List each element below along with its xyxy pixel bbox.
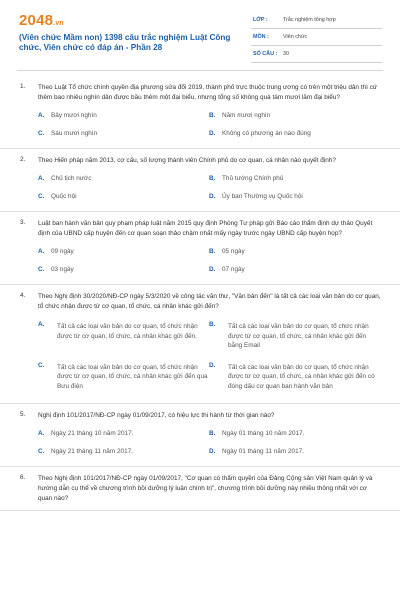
option-letter: B. (209, 430, 216, 437)
meta-value: 30 (283, 51, 289, 57)
answer-option-b[interactable] (209, 107, 380, 125)
meta-label: MÔN : (253, 34, 269, 40)
meta-label: LỚP : (253, 17, 268, 23)
option-text: Chủ tịch nước (51, 175, 92, 182)
option-text: Bảy mươi nghìn (51, 112, 97, 119)
answer-option-c[interactable] (38, 443, 209, 461)
option-text: Tất cả các loại văn bản do cơ quan, tổ chức nhận được từ cơ quan, tổ chức, cá nhân khác gửi đến. (57, 323, 198, 340)
question-number: 2. (20, 156, 26, 163)
question-text: Theo Hiến pháp năm 2013, cơ cấu, số lượng thành viên Chính phủ do cơ quan, cá nhân nào quyết định? (38, 157, 336, 164)
option-letter: A. (38, 321, 45, 328)
answer-option-d[interactable] (209, 357, 380, 398)
option-text: Quốc hội (51, 192, 77, 200)
site-logo[interactable] (19, 12, 64, 29)
answer-option-a[interactable] (38, 316, 209, 357)
option-text: Ngày 01 tháng 10 năm 2017. (222, 430, 305, 437)
question-list (0, 76, 400, 511)
option-letter: D. (209, 361, 216, 369)
question-number: 6. (20, 474, 26, 481)
meta-value: Trắc nghiệm tổng hợp (283, 17, 336, 23)
option-text: Tất cả các loại văn bản do cơ quan, tổ chức nhận được từ cơ quan, tổ chức, cá nhân khác gửi đến qua Bưu điện (57, 363, 208, 390)
meta-table (251, 12, 382, 63)
answer-option-b[interactable] (209, 316, 380, 357)
meta-row-subject (251, 29, 382, 46)
option-letter: B. (209, 321, 216, 328)
logo-suffix: .vn (53, 20, 64, 27)
answer-option-d[interactable] (209, 188, 380, 206)
answer-option-a[interactable] (38, 243, 209, 261)
option-letter: B. (209, 175, 216, 182)
option-text: Ngày 01 tháng 11 năm 2017. (222, 447, 304, 455)
option-text: Ngày 21 tháng 11 năm 2017. (51, 447, 133, 455)
question-4 (0, 285, 400, 404)
document-header (0, 0, 400, 68)
question-text: Theo Luật Tổ chức chính quyền địa phương sửa đổi 2019, thành phố trực thuộc trung ương có trên một triệu dân thì cứ thêm bao nhiêu nghìn dân được bầu thêm một đại biểu, nhưng tổng số không quá tám mươi lăm đại biểu? (38, 84, 378, 101)
option-letter: B. (209, 248, 216, 255)
answer-options (38, 107, 383, 142)
answer-options (38, 243, 383, 278)
document-title: (Viên chức Mầm non) 1398 câu trắc nghiệm Luật Công chức, Viên chức có đáp án - Phần 28 (19, 33, 231, 52)
option-text: Tất cả các loại văn bản do cơ quan, tổ chức nhận được từ cơ quan, tổ chức, cá nhân khác gửi đến có đóng dấu cơ quan ban hành văn bản (228, 363, 375, 390)
meta-label: SỐ CÂU : (253, 51, 278, 57)
answer-option-d[interactable] (209, 125, 380, 143)
question-text: Theo Nghị định 101/2017/NĐ-CP ngày 01/09/2017, "Cơ quan có thẩm quyền của Đảng Cộng sản Việt Nam quản lý và hướng dẫn cụ thể về chương trình bồi dưỡng lý luận chính trị", chương trình bồi dưỡng này nhiều thông nhất với cơ quan nào? (38, 475, 373, 502)
option-text: 05 ngày (222, 248, 245, 255)
option-letter: C. (38, 265, 45, 273)
answer-option-d[interactable] (209, 443, 380, 461)
question-text: Luật ban hành văn bản quy phạm pháp luật năm 2015 quy định Phòng Tư pháp gửi Báo cáo thẩm định dự thảo Quyết định của UBND cấp huyện đến cơ quan soạn thảo chậm nhất mấy ngày trước ngày UBND cấp huyện họp? (38, 220, 373, 237)
option-letter: A. (38, 112, 45, 119)
answer-option-a[interactable] (38, 170, 209, 188)
question-text: Theo Nghị định 30/2020/NĐ-CP ngày 5/3/2020 về công tác văn thư, "Văn bản đến" là tất cả các loại văn bản do cơ quan, tổ chức nhận được từ cơ quan, tổ chức, cá nhân khác gửi đến? (38, 293, 381, 310)
answer-option-a[interactable] (38, 107, 209, 125)
answer-option-c[interactable] (38, 261, 209, 279)
answer-options (38, 170, 383, 205)
question-number: 1. (20, 83, 26, 90)
option-text: Năm mươi nghìn (222, 112, 271, 119)
option-letter: B. (209, 112, 216, 119)
option-letter: C. (38, 192, 45, 200)
option-letter: D. (209, 192, 216, 200)
option-text: Ngày 21 tháng 10 năm 2017. (51, 430, 134, 437)
answer-option-c[interactable] (38, 125, 209, 143)
option-text: Ủy ban Thường vụ Quốc hội (222, 192, 303, 200)
option-letter: A. (38, 430, 45, 437)
answer-option-b[interactable] (209, 243, 380, 261)
header-divider (17, 70, 383, 71)
option-letter: C. (38, 129, 45, 137)
option-letter: D. (209, 447, 216, 455)
option-letter: D. (209, 129, 216, 137)
question-1 (0, 76, 400, 149)
question-6 (0, 467, 400, 511)
question-3 (0, 212, 400, 285)
option-text: Thủ tướng Chính phủ (222, 175, 284, 182)
question-number: 5. (20, 411, 26, 418)
answer-option-a[interactable] (38, 425, 209, 443)
answer-option-b[interactable] (209, 425, 380, 443)
option-text: Sáu mươi nghìn (51, 129, 98, 137)
option-letter: D. (209, 265, 216, 273)
answer-options (38, 316, 383, 397)
option-letter: A. (38, 175, 45, 182)
answer-option-c[interactable] (38, 188, 209, 206)
option-letter: A. (38, 248, 45, 255)
question-5 (0, 404, 400, 467)
question-2 (0, 149, 400, 212)
option-letter: C. (38, 361, 45, 369)
answer-option-d[interactable] (209, 261, 380, 279)
meta-value: Viên chức (283, 34, 308, 40)
answer-options (38, 425, 383, 460)
option-text: 09 ngày (51, 248, 74, 255)
option-text: 03 ngày (51, 265, 74, 273)
logo-text: 2048 (19, 12, 54, 29)
meta-row-count (251, 46, 382, 63)
question-text: Nghị định 101/2017/NĐ-CP ngày 01/09/2017, có hiệu lực thi hành từ thời gian nào? (38, 412, 275, 419)
answer-option-c[interactable] (38, 357, 209, 398)
question-number: 3. (20, 219, 26, 226)
answer-option-b[interactable] (209, 170, 380, 188)
option-text: Tất cả các loại văn bản do cơ quan, tổ chức nhận được từ cơ quan, tổ chức, cá nhân khác gửi đến bằng Email (228, 323, 369, 349)
question-number: 4. (20, 292, 26, 299)
option-text: 07 ngày (222, 265, 245, 273)
option-text: Không có phương án nào đúng (222, 129, 311, 137)
option-letter: C. (38, 447, 45, 455)
meta-row-class (251, 12, 382, 29)
